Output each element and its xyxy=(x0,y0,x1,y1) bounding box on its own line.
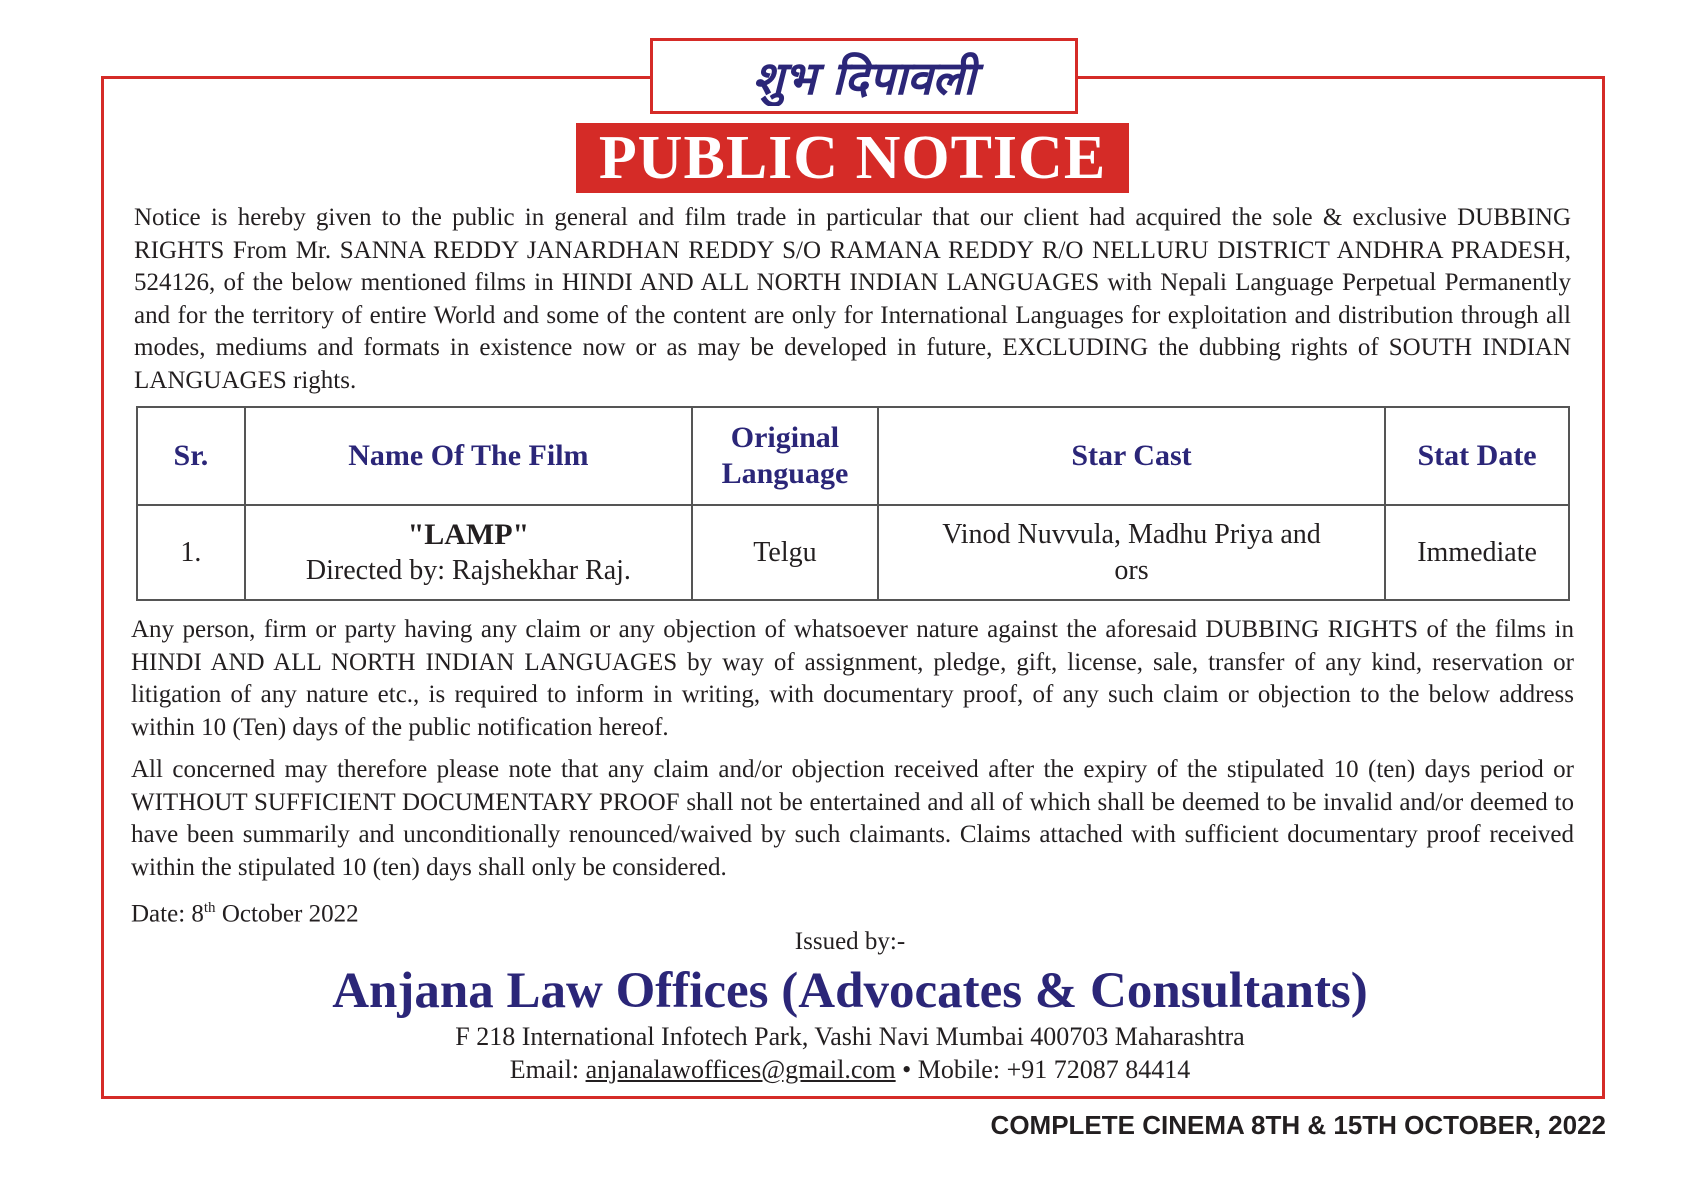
header-start-date: Stat Date xyxy=(1385,407,1569,505)
date-prefix: Date: 8 xyxy=(131,900,204,928)
table-header-row xyxy=(137,407,1569,505)
page-title: PUBLIC NOTICE xyxy=(576,123,1129,193)
films-table xyxy=(136,406,1570,601)
concerned-paragraph: All concerned may therefore please note that any claim and/or objection received after the expiry of the stipulated 10 (ten) days period or WITHOUT SUFFICIENT DOCUMENTARY PROOF shall not be entertained and all of which shall be deemed to be invalid and/or deemed to have been summarily and unconditionally renounced/waived by such claimants. Claims attached with sufficient documentary proof received within the stipulated 10 (ten) days shall only be considered. xyxy=(131,756,1574,881)
cell-star-cast: Vinod Nuvvula, Madhu Priya and ors xyxy=(878,505,1385,600)
firm-name: Anjana Law Offices (Advocates & Consultants) xyxy=(332,963,1368,1019)
date-rest: October 2022 xyxy=(215,900,359,928)
firm-contact xyxy=(0,1055,1700,1085)
firm-address: F 218 International Infotech Park, Vashi Navi Mumbai 400703 Maharashtra xyxy=(455,1022,1245,1051)
mobile-text: • Mobile: +91 72087 84414 xyxy=(895,1055,1191,1084)
greeting-text: शुभ दिपावली xyxy=(752,51,976,105)
greeting-calligraphy-graphic xyxy=(664,46,1064,106)
email-label: Email: xyxy=(509,1055,586,1084)
publication-footer: COMPLETE CINEMA 8TH & 15TH OCTOBER, 2022 xyxy=(990,1110,1606,1140)
header-original-language: Original Language xyxy=(692,407,878,505)
date-suffix: th xyxy=(203,900,216,916)
header-star-cast: Star Cast xyxy=(878,407,1385,505)
notice-date xyxy=(131,900,359,928)
film-director: Directed by: Rajshekhar Raj. xyxy=(305,554,631,586)
header-film-name: Name Of The Film xyxy=(245,407,692,505)
cell-sr: 1. xyxy=(137,505,245,600)
issued-by: Issued by:- xyxy=(794,928,906,955)
intro-paragraph: Notice is hereby given to the public in general and film trade in particular that our client had acquired the sole & exclusive DUBBING RIGHTS From Mr. SANNA REDDY JANARDHAN REDDY S/O RAMANA REDDY R/O NELLURU DISTRICT ANDHRA PRADESH, 524126, of the below mentioned films in HINDI AND ALL NORTH INDIAN LANGUAGES with Nepali Language Perpetual Permanently and for the territory of entire World and some of the content are only for International Languages for exploitation and distribution through all modes, mediums and formats in existence now or as may be developed in future, EXCLUDING the dubbing rights of SOUTH INDIAN LANGUAGES rights. xyxy=(134,204,1571,394)
table-row xyxy=(137,505,1569,600)
cell-start-date: Immediate xyxy=(1385,505,1569,600)
objection-paragraph: Any person, firm or party having any claim or any objection of whatsoever nature against the aforesaid DUBBING RIGHTS of the films in HINDI AND ALL NORTH INDIAN LANGUAGES by way of assignment, pledge, gift, license, sale, transfer of any kind, reservation or litigation of any nature etc., is required to inform in writing, with documentary proof, of any such claim or objection to the below address within 10 (Ten) days of the public notification hereof. xyxy=(131,616,1574,741)
cell-film xyxy=(245,505,692,600)
greeting-box xyxy=(650,38,1078,114)
cell-language: Telgu xyxy=(692,505,878,600)
film-title: "LAMP" xyxy=(407,517,530,551)
header-sr: Sr. xyxy=(137,407,245,505)
email-link[interactable]: anjanalawoffices@gmail.com xyxy=(585,1055,896,1084)
